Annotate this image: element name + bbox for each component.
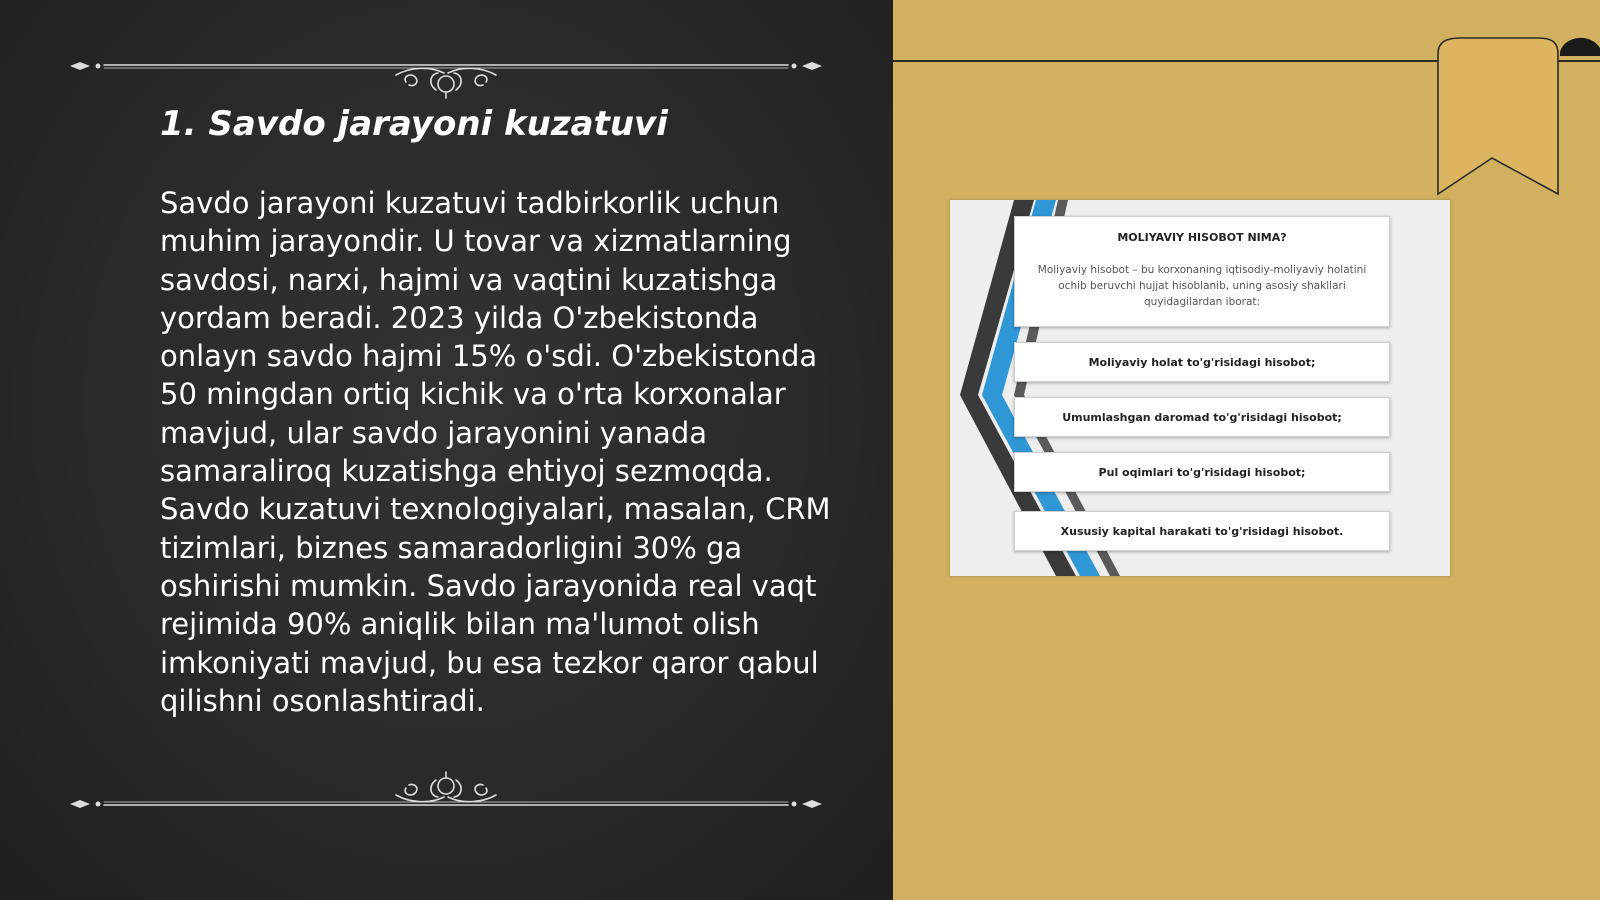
slide-title: 1. Savdo jarayoni kuzatuvi <box>160 104 668 144</box>
financial-report-image <box>950 200 1450 576</box>
definition-text: Moliyaviy hisobot – bu korxonaning iqtisodiy-moliyaviy holatini ochib beruvchi hujjat hisoblanib, uning asosiy shakllari quyidagilardan iborat: <box>1037 264 1367 308</box>
ornament-divider-top <box>64 40 828 100</box>
report-item: Umumlashgan daromad to'g'risidagi hisobot; <box>1014 397 1390 437</box>
definition-box <box>1014 216 1390 327</box>
report-item: Xususiy kapital harakati to'g'risidagi hisobot. <box>1014 511 1390 551</box>
definition-title: MOLIYAVIY HISOBOT NIMA? <box>1117 231 1287 244</box>
report-item: Pul oqimlari to'g'risidagi hisobot; <box>1014 452 1390 492</box>
ornament-divider-bottom <box>64 770 828 830</box>
report-item: Moliyaviy holat to'g'risidagi hisobot; <box>1014 342 1390 382</box>
slide-body-text: Savdo jarayoni kuzatuvi tadbirkorlik uchun muhim jarayondir. U tovar va xizmatlarning savdosi, narxi, hajmi va vaqtini kuzatishga yordam beradi. 2023 yilda O'zbekistonda onlayn savdo hajmi 15% o'sdi. O'zbekistonda 50 mingdan ortiq kichik va o'rta korxonalar mavjud, ular savdo jarayonini yanada samaraliroq kuzatishga ehtiyoj sezmoqda. Savdo kuzatuvi texnologiyalari, masalan, CRM tizimlari, biznes samaradorligini 30% ga oshirishi mumkin. Savdo jarayonida real vaqt rejimida 90% aniqlik bilan ma'lumot olish imkoniyati mavjud, bu esa tezkor qaror qabul qilishni osonlashtiradi. <box>160 186 831 718</box>
bookmark-ribbon-icon <box>1430 34 1600 200</box>
